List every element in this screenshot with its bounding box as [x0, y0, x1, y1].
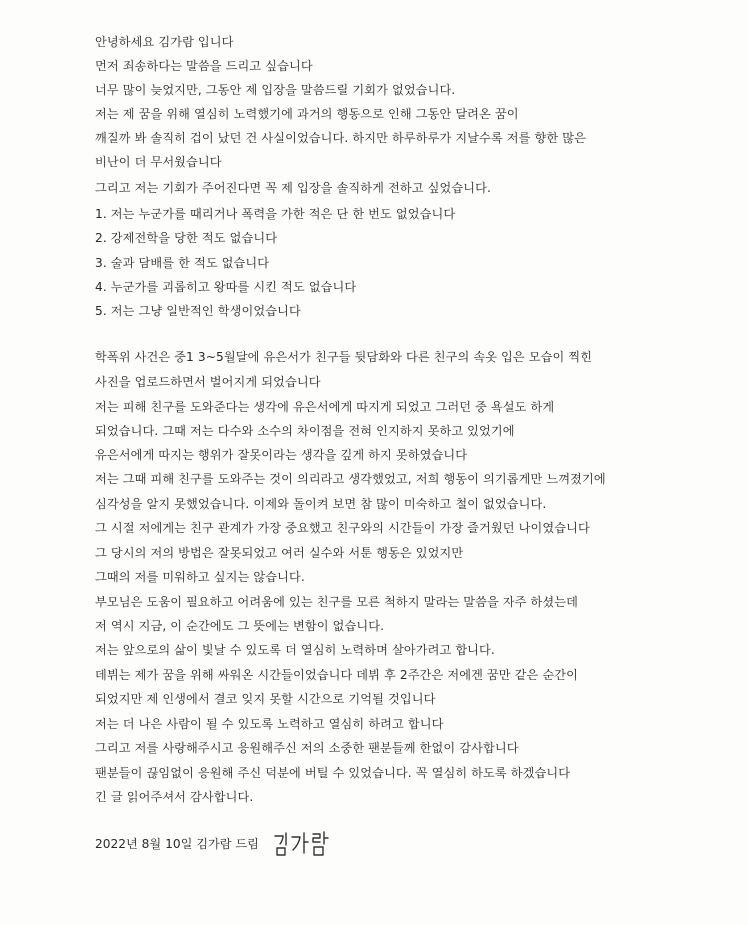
letter-line: 저는 앞으로의 삶이 빛날 수 있도록 더 열심히 노력하며 살아가려고 합니다.	[95, 643, 495, 657]
letter-line: 그리고 저는 기회가 주어진다면 꼭 제 입장을 솔직하게 전하고 싶었습니다.	[95, 181, 491, 195]
letter-line: 심각성을 알지 못했었습니다. 이제와 돌이켜 보면 참 많이 미숙하고 철이 없었습니다.	[95, 497, 547, 511]
letter-line: 안녕하세요 김가람 입니다	[95, 35, 234, 49]
letter-line: 팬분들이 끊임없이 응원해 주신 덕분에 버틸 수 있었습니다. 꼭 열심히 하도록 하겠습니다	[95, 766, 571, 780]
letter-line: 유은서에게 따지는 행위가 잘못이라는 생각을 깊게 하지 못하였습니다	[95, 448, 468, 462]
numbered-item: 4. 누군가를 괴롭히고 왕따를 시킨 적도 없습니다	[95, 280, 357, 294]
letter-line: 그 시절 저에게는 친구 관계가 가장 중요했고 친구와의 시간들이 가장 즐거웠던 나이였습니다	[95, 521, 590, 535]
handwritten-signature	[272, 828, 332, 860]
date-signoff	[95, 835, 259, 852]
numbered-item: 3. 술과 담배를 한 적도 없습니다	[95, 256, 270, 270]
letter-line: 그때의 저를 미워하고 싶지는 않습니다.	[95, 570, 305, 584]
letter-line: 사진을 업로드하면서 벌어지게 되었습니다	[95, 375, 321, 389]
letter-line: 되었습니다. 그때 저는 다수와 소수의 차이점을 전혀 인지하지 못하고 있었기에	[95, 424, 515, 438]
letter-line: 저는 피해 친구를 도와준다는 생각에 유은서에게 따지게 되었고 그러던 중 욕설도 하게	[95, 400, 555, 414]
letter-line: 학폭위 사건은 중1 3~5월달에 유은서가 친구들 뒷담화와 다른 친구의 속옷 입은 모습이 찍힌	[95, 350, 593, 364]
letter-line: 긴 글 읽어주셔서 감사합니다.	[95, 790, 254, 804]
letter-line: 데뷔는 제가 꿈을 위해 싸워온 시간들이었습니다 데뷔 후 2주간은 저에겐 꿈만 같은 순간이	[95, 668, 578, 682]
numbered-item: 5. 저는 그냥 일반적인 학생이었습니다	[95, 304, 301, 318]
letter-line: 비난이 더 무서웠습니다	[95, 155, 222, 169]
letter-line: 저 역시 지금, 이 순간에도 그 뜻에는 변함이 없습니다.	[95, 619, 385, 633]
letter-line: 너무 많이 늦었지만, 그동안 제 입장을 말씀드릴 기회가 없었습니다.	[95, 83, 456, 97]
letter-line: 먼저 죄송하다는 말씀을 드리고 싶습니다	[95, 59, 313, 73]
letter-line: 깨질까 봐 솔직히 겁이 났던 건 사실이었습니다. 하지만 하루하루가 지날수록 저를 향한 많은	[95, 131, 586, 145]
letter-line: 그리고 저를 사랑해주시고 응원해주신 저의 소중한 팬분들께 한없이 감사합니다	[95, 741, 519, 755]
letter-line: 저는 제 꿈을 위해 열심히 노력했기에 과거의 행동으로 인해 그동안 달려온 꿈이	[95, 107, 519, 121]
numbered-item: 1. 저는 누군가를 때리거나 폭력을 가한 적은 단 한 번도 없었습니다	[95, 207, 456, 221]
numbered-item: 2. 강제전학을 당한 적도 없습니다	[95, 231, 278, 245]
letter-line: 저는 더 나은 사람이 될 수 있도록 노력하고 열심히 하려고 합니다	[95, 717, 444, 731]
date-signoff-text: 2022년 8월 10일 김가람 드림	[95, 836, 259, 851]
letter-line: 저는 그때 피해 친구를 도와주는 것이 의리라고 생각했었고, 저희 행동이 의기롭게만 느껴졌기에	[95, 472, 606, 486]
letter-line: 되었지만 제 인생에서 결코 잊지 못할 시간으로 기억될 것입니다	[95, 692, 436, 706]
letter-line: 부모님은 도움이 필요하고 어려움에 있는 친구를 모른 척하지 말라는 말씀을 자주 하셨는데	[95, 595, 579, 609]
letter-line: 그 당시의 저의 방법은 잘못되었고 여러 실수와 서툰 행동은 있었지만	[95, 546, 464, 560]
